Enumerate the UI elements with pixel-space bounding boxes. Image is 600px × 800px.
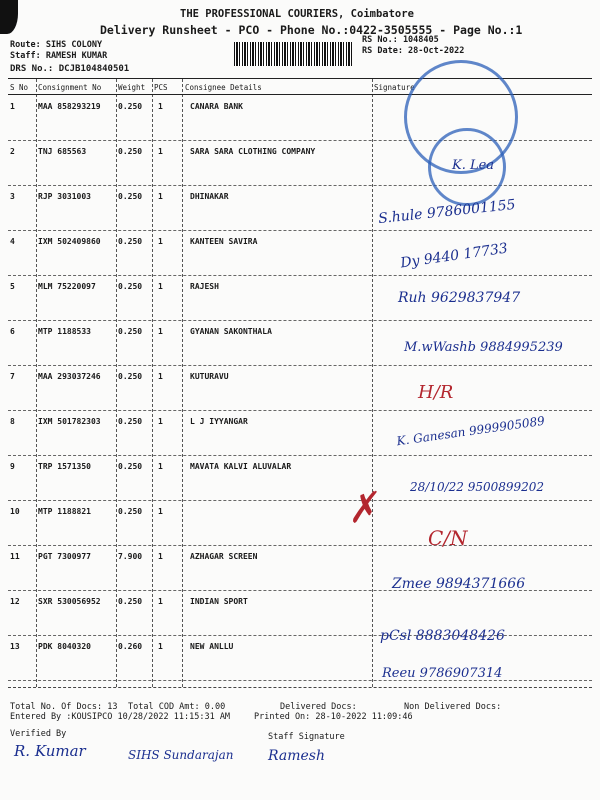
row-consignee: DHINAKAR [190, 192, 229, 201]
delivered-docs: Delivered Docs: [280, 702, 357, 712]
middle-signature: SIHS Sundarajan [128, 748, 234, 762]
row-sno: 5 [10, 282, 15, 291]
row-pcs: 1 [158, 147, 163, 156]
row-consignment: MAA 293037246 [38, 372, 101, 381]
sig-row-2: K. Lea [452, 158, 495, 173]
row-consignment: IXM 501782303 [38, 417, 101, 426]
table-row [8, 455, 592, 501]
row-sno: 3 [10, 192, 15, 201]
sig-row-3: S.hule 9786001155 [377, 196, 517, 228]
staff-signature-label: Staff Signature [268, 732, 345, 742]
row-sno: 7 [10, 372, 15, 381]
row-pcs: 1 [158, 237, 163, 246]
red-cross-mark: ✗ [342, 483, 382, 533]
drs-number: DRS No.: DCJB104840501 [10, 64, 130, 74]
row-consignment: TRP 1571350 [38, 462, 91, 471]
total-docs: Total No. Of Docs: 13 [10, 702, 118, 712]
rs-date: RS Date: 28-Oct-2022 [362, 46, 465, 56]
col-pcs: PCS [154, 83, 168, 92]
row-weight: 0.250 [118, 282, 143, 291]
row-sno: 1 [10, 102, 15, 111]
row-sno: 10 [10, 507, 20, 516]
row-weight: 0.250 [118, 192, 143, 201]
printed-on: Printed On: 28-10-2022 11:09:46 [254, 712, 413, 722]
row-consignment: MLM 75220097 [38, 282, 96, 291]
row-pcs: 1 [158, 552, 163, 561]
sig-row-11: Zmee 9894371666 [392, 576, 526, 592]
row-consignee: NEW ANLLU [190, 642, 234, 651]
row-weight: 0.250 [118, 507, 143, 516]
row-consignee: INDIAN SPORT [190, 597, 248, 606]
non-delivered-docs: Non Delivered Docs: [404, 702, 502, 712]
row-sno: 12 [10, 597, 20, 606]
row-consignee: MAVATA KALVI ALUVALAR [190, 462, 292, 471]
row-weight: 0.250 [118, 597, 143, 606]
row-consignee: AZHAGAR SCREEN [190, 552, 258, 561]
col-weight: Weight [118, 83, 146, 92]
row-weight: 0.260 [118, 642, 143, 651]
row-sno: 11 [10, 552, 20, 561]
row-pcs: 1 [158, 192, 163, 201]
row-sno: 9 [10, 462, 15, 471]
row-weight: 0.250 [118, 237, 143, 246]
sig-row-7: H/R [418, 382, 454, 403]
row-consignee: KANTEEN SAVIRA [190, 237, 258, 246]
row-consignee: L J IYYANGAR [190, 417, 248, 426]
row-consignee: KUTURAVU [190, 372, 229, 381]
row-consignment: IXM 502409860 [38, 237, 101, 246]
sig-row-4: Dy 9440 17733 [399, 240, 509, 272]
row-consignee: SARA SARA CLOTHING COMPANY [190, 147, 316, 156]
row-weight: 0.250 [118, 147, 143, 156]
row-consignment: SXR 530056952 [38, 597, 101, 606]
sig-row-8: K. Ganesan 9999905089 [395, 413, 546, 449]
row-consignment: TNJ 685563 [38, 147, 87, 156]
row-pcs: 1 [158, 327, 163, 336]
row-weight: 7.900 [118, 552, 143, 561]
table-row [8, 365, 592, 411]
rs-number: RS No.: 1048405 [362, 35, 439, 45]
verifier-signature: R. Kumar [14, 742, 86, 760]
row-sno: 2 [10, 147, 15, 156]
row-consignment: RJP 3031003 [38, 192, 91, 201]
row-pcs: 1 [158, 282, 163, 291]
ink-blot [0, 0, 18, 34]
col-consignee: Consignee Details [185, 83, 262, 92]
sig-row-12: pCsl 8883048426 [380, 628, 505, 644]
row-consignment: PGT 7300977 [38, 552, 91, 561]
staff-label: Staff: RAMESH KUMAR [10, 51, 108, 61]
row-weight: 0.250 [118, 417, 143, 426]
row-consignee: RAJESH [190, 282, 219, 291]
staff-handwritten-signature: Ramesh [268, 748, 325, 764]
row-consignee: CANARA BANK [190, 102, 243, 111]
entered-by: Entered By :KOUSIPCO 10/28/2022 11:15:31 AM [10, 712, 231, 722]
row-pcs: 1 [158, 507, 163, 516]
row-sno: 13 [10, 642, 20, 651]
row-weight: 0.250 [118, 327, 143, 336]
row-sno: 4 [10, 237, 15, 246]
sig-row-13: Reeu 9786907314 [382, 666, 503, 681]
row-consignment: PDK 8040320 [38, 642, 91, 651]
sig-row-10: C/N [428, 526, 468, 550]
table-row [8, 500, 592, 546]
row-consignment: MAA 858293219 [38, 102, 101, 111]
row-consignment: MTP 1188533 [38, 327, 91, 336]
row-consignee: GYANAN SAKONTHALA [190, 327, 272, 336]
row-pcs: 1 [158, 597, 163, 606]
row-pcs: 1 [158, 102, 163, 111]
row-sno: 8 [10, 417, 15, 426]
row-consignment: MTP 1188821 [38, 507, 91, 516]
row-pcs: 1 [158, 462, 163, 471]
runsheet-title: Delivery Runsheet - PCO - Phone No.:0422-3505555 - Page No.:1 [100, 23, 523, 37]
route-label: Route: SIHS COLONY [10, 40, 103, 50]
verified-by-label: Verified By [10, 729, 67, 739]
row-sno: 6 [10, 327, 15, 336]
col-consignment: Consignment No [38, 83, 102, 92]
sig-row-6: M.wWashb 9884995239 [404, 340, 563, 355]
sig-row-9: 28/10/22 9500899202 [410, 480, 545, 494]
total-cod: Total COD Amt: 0.00 [128, 702, 226, 712]
row-weight: 0.250 [118, 372, 143, 381]
row-pcs: 1 [158, 372, 163, 381]
row-weight: 0.250 [118, 462, 143, 471]
col-sno: S No [10, 83, 29, 92]
company-name: THE PROFESSIONAL COURIERS, Coimbatore [180, 8, 414, 20]
row-pcs: 1 [158, 642, 163, 651]
row-weight: 0.250 [118, 102, 143, 111]
col-signature: Signature [374, 83, 415, 92]
sig-row-5: Ruh 9629837947 [398, 290, 521, 306]
row-pcs: 1 [158, 417, 163, 426]
barcode [234, 42, 352, 66]
